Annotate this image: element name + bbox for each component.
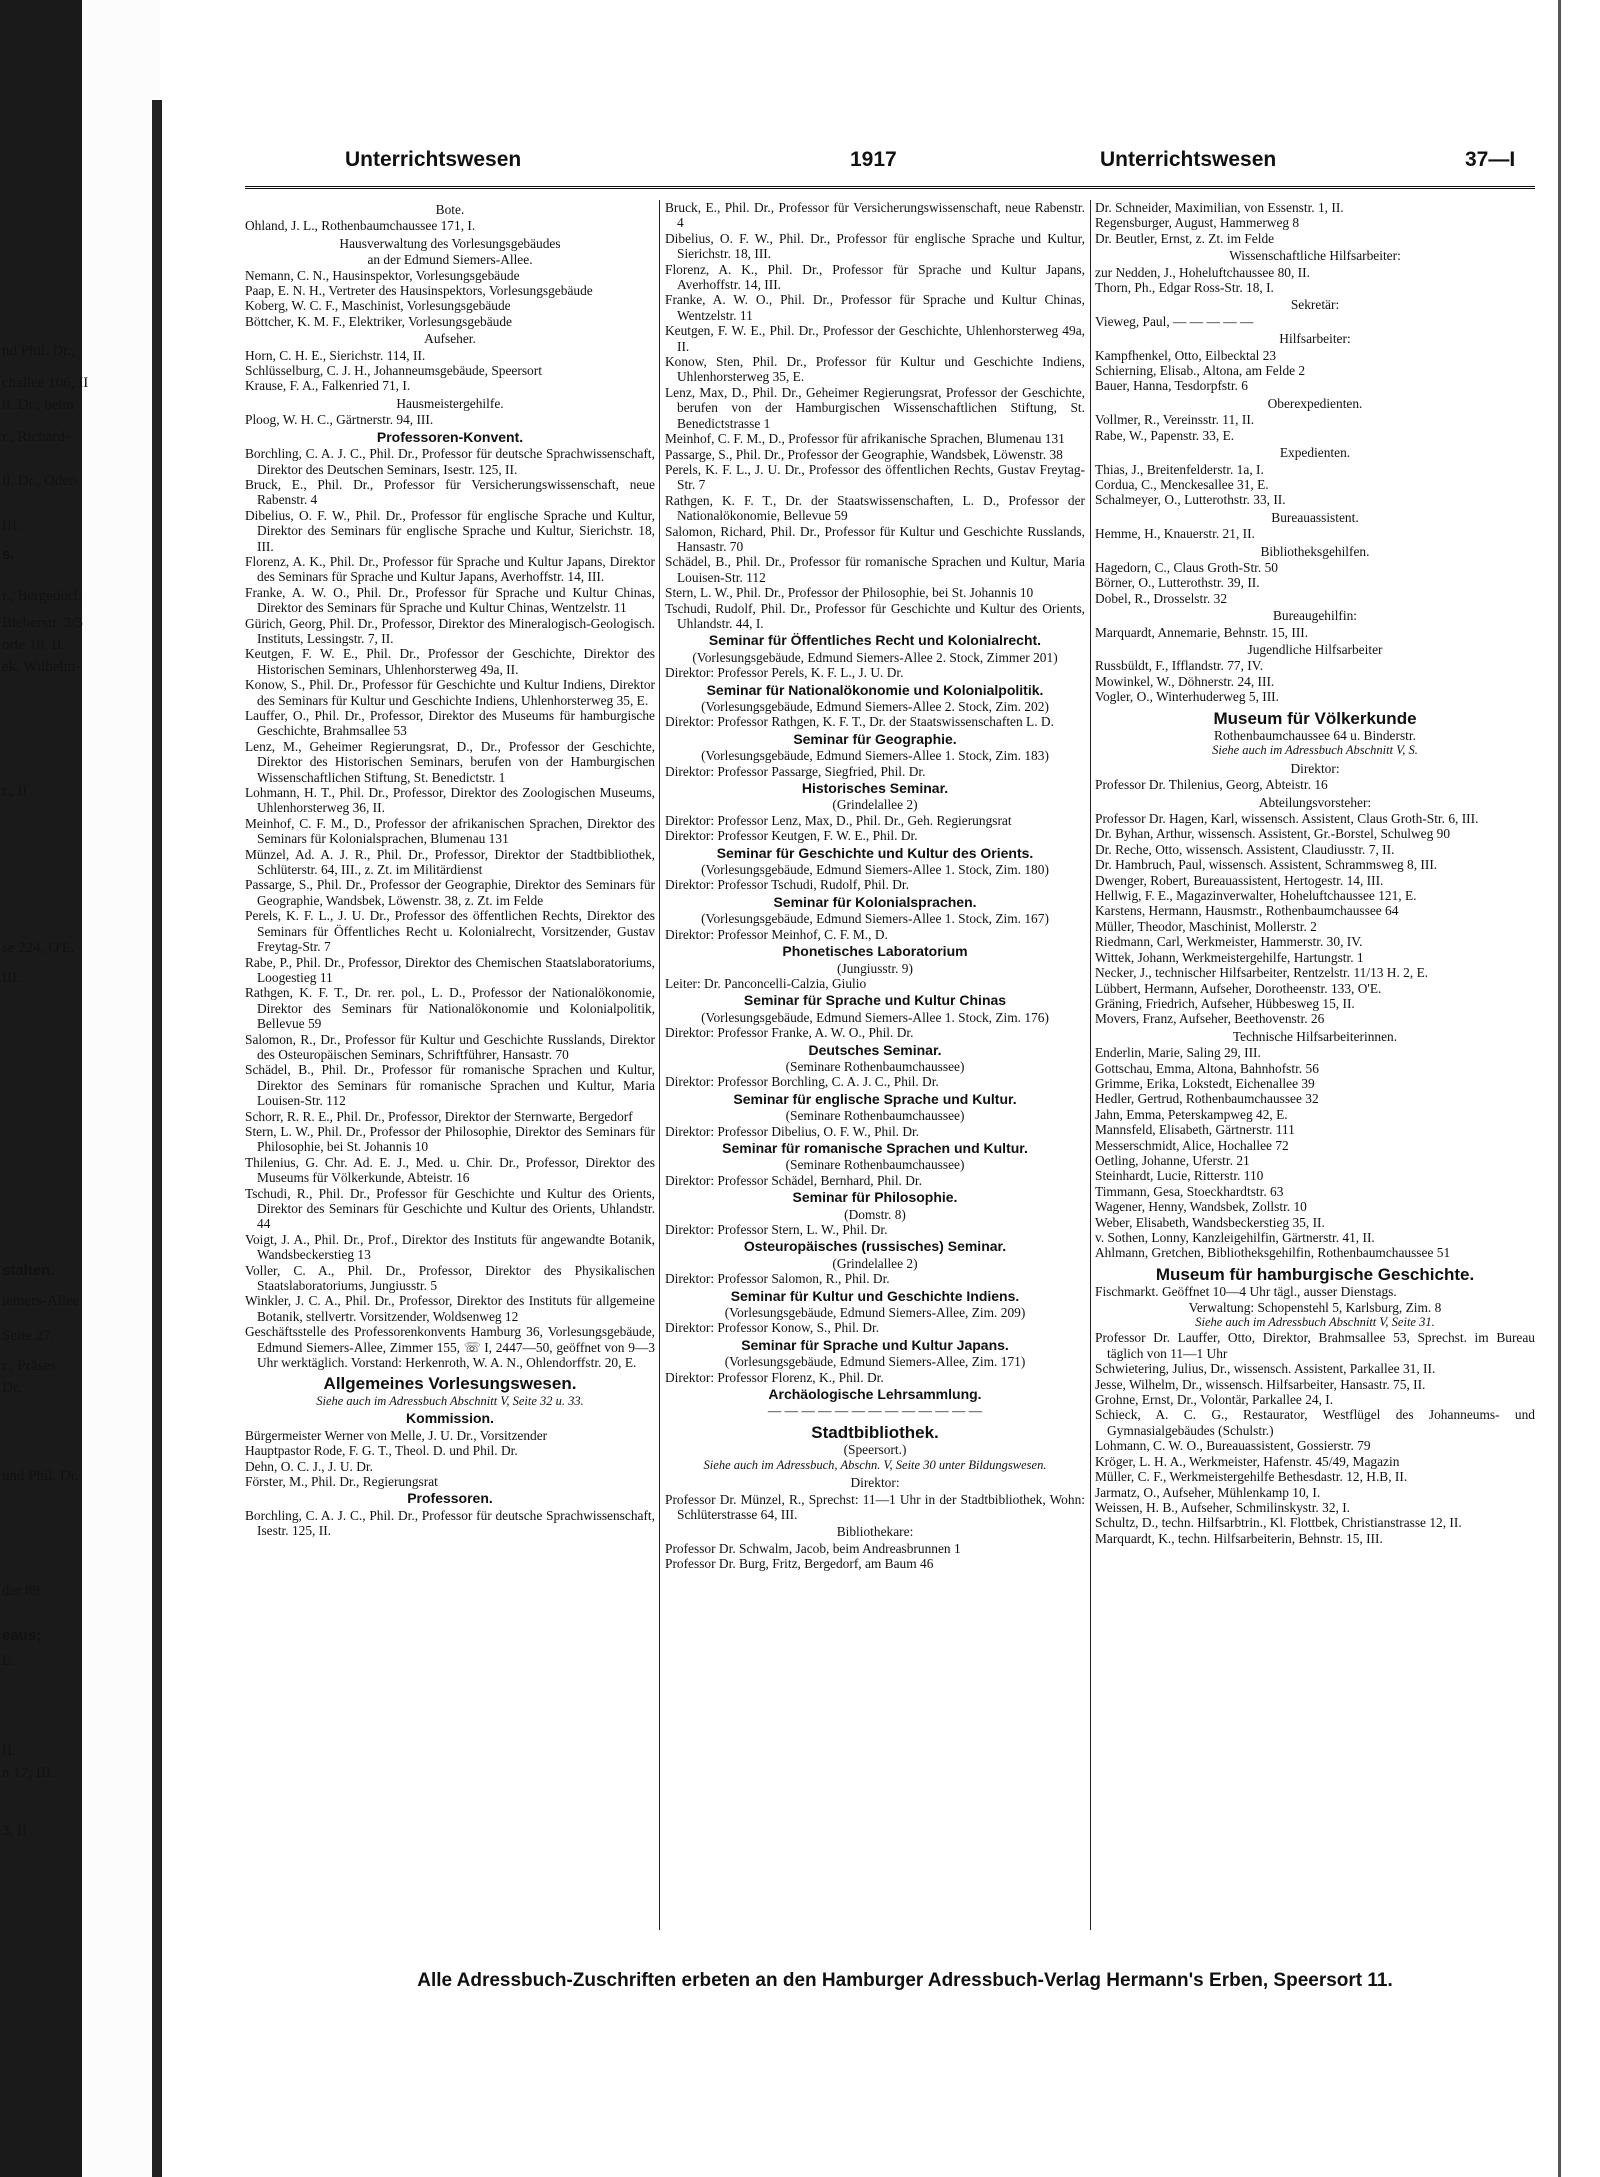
col2-address-line: (Vorlesungsgebäude, Edmund Siemers-Allee 2. Stock, Zim. 202) [701, 699, 1049, 714]
col3-section-heading: Abteilungsvorsteher: [1258, 794, 1372, 810]
col3-entry: Wittek, Johann, Werkmeistergehilfe, Hartungstr. 1 [1095, 949, 1364, 965]
page-right-edge [1558, 0, 1600, 2177]
col1-entry: Meinhof, C. F. M., D., Professor der afrikanischen Sprachen, Direktor des Seminars für Kolonialsprachen, Blumenau 131 [245, 815, 655, 847]
col3-address-line: Rothenbaumchaussee 64 u. Binderstr. [1214, 728, 1416, 743]
col1-entry: Florenz, A. K., Phil. Dr., Professor für Sprache und Kultur Japans, Direktor des Seminars für Sprache und Kultur Japans, Averhoffstr. 14, III. [245, 553, 655, 585]
col2-entry: Direktor: Professor Dibelius, O. F. W., Phil. Dr. [665, 1123, 920, 1139]
header-rule [245, 186, 1535, 189]
col2-section-heading: Seminar für Sprache und Kultur Chinas [743, 992, 1007, 1009]
col2-section-heading: Seminar für Kolonialsprachen. [773, 893, 977, 910]
col3-institution-heading: Museum für Völkerkunde [1213, 708, 1417, 728]
col3-address-line: Verwaltung: Schopenstehl 5, Karlsburg, Zim. 8 [1188, 1299, 1442, 1315]
col3-entry: Marquardt, Annemarie, Behnstr. 15, III. [1095, 624, 1309, 640]
col3-entry: Mannsfeld, Elisabeth, Gärtnerstr. 111 [1095, 1122, 1295, 1138]
col3-entry: Dr. Byhan, Arthur, wissensch. Assistent, Gr.-Borstel, Schulweg 90 [1095, 826, 1451, 842]
facing-page-text: r., Präses [2, 1358, 56, 1374]
col1-entry: Dibelius, O. F. W., Phil. Dr., Professor für englische Sprache und Kultur, Direktor des Seminars für englische Sprache und Kultur, Sierichstr. 18, III. [245, 507, 655, 554]
col3-entry: Dr. Hambruch, Paul, wissensch. Assistent, Schrammsweg 8, III. [1095, 857, 1438, 873]
col2-entry: Konow, Sten, Phil. Dr., Professor für Kultur und Geschichte Indiens, Uhlenhorsterweg 35, E. [665, 354, 1085, 385]
facing-page-text: Bieberstr. 3/5 [2, 615, 83, 631]
col2-entry: Professor Dr. Schwalm, Jacob, beim Andreasbrunnen 1 [665, 1540, 961, 1556]
facing-page-text: n 17, III. [2, 1765, 55, 1781]
col2-section-heading: Historisches Seminar. [801, 780, 949, 797]
col2-entry: Professor Dr. Burg, Fritz, Bergedorf, am Baum 46 [665, 1556, 934, 1572]
col3-entry: Steinhardt, Lucie, Ritterstr. 110 [1095, 1168, 1264, 1184]
col3-entry: Müller, Theodor, Maschinist, Mollerstr. 2 [1095, 918, 1317, 934]
col2-address-line: (Grindelallee 2) [832, 1255, 918, 1271]
header-right: Unterrichtswesen [1100, 148, 1277, 171]
col3-entry: Regensburger, August, Hammerweg 8 [1095, 215, 1300, 231]
header-left: Unterrichtswesen [345, 148, 522, 171]
col3-cross-reference: Siehe auch im Adressbuch Abschnitt V, Seite 31. [1195, 1315, 1435, 1330]
col2-entry: Direktor: Professor Florenz, K., Phil. Dr. [665, 1369, 884, 1385]
col2-section-heading: Deutsches Seminar. [808, 1041, 942, 1058]
col1-section-heading: Professoren. [407, 1490, 493, 1507]
facing-page-text: se 224, O'E. [2, 940, 75, 956]
col2-entry: Perels, K. F. L., J. U. Dr., Professor des öffentlichen Rechts, Gustav Freytag-Str. 7 [665, 461, 1085, 493]
col1-entry: Schorr, R. R. E., Phil. Dr., Professor, Direktor der Sternwarte, Bergedorf [245, 1108, 633, 1124]
col1-entry: Borchling, C. A. J. C., Phil. Dr., Professor für deutsche Sprachwissenschaft, Isestr. 125, II. [245, 1507, 655, 1539]
col3-section-heading: Technische Hilfsarbeiterinnen. [1232, 1028, 1398, 1044]
col3-entry: Hemme, H., Knauerstr. 21, II. [1095, 526, 1255, 542]
col3-section-heading: Sekretär: [1290, 297, 1340, 313]
col3-entry: Weissen, H. B., Aufseher, Schmilinskystr. 32, I. [1095, 1499, 1351, 1515]
col1-entry: Koberg, W. C. F., Maschinist, Vorlesungsgebäude [245, 298, 511, 314]
col3-entry: Movers, Franz, Aufseher, Beethovenstr. 26 [1095, 1011, 1325, 1027]
col3-entry: Jarmatz, O., Aufseher, Mühlenkamp 10, I. [1095, 1484, 1321, 1500]
col2-section-heading: Direktor: [850, 1475, 900, 1491]
col3-section-heading: Direktor: [1290, 760, 1340, 776]
col3-entry: Rabe, W., Papenstr. 33, E. [1095, 427, 1235, 443]
col2-address-line: (Vorlesungsgebäude, Edmund Siemers-Allee 1. Stock, Zim. 180) [701, 862, 1049, 878]
col2-entry: Direktor: Professor Keutgen, F. W. E., Phil. Dr. [665, 828, 918, 844]
col3-entry: Russbüldt, F., Ifflandstr. 77, IV. [1095, 658, 1264, 674]
col3-entry: Gottschau, Emma, Altona, Bahnhofstr. 56 [1095, 1060, 1319, 1076]
col1-entry: Voller, C. A., Phil. Dr., Professor, Direktor des Physikalischen Staatslaboratoriums, Jungiusstr. 5 [245, 1262, 655, 1294]
col1-entry: Voigt, J. A., Phil. Dr., Prof., Direktor des Instituts für angewandte Botanik, Wandsbeckerstieg 13 [245, 1231, 655, 1263]
col1-institution-heading: Allgemeines Vorlesungswesen. [323, 1374, 577, 1394]
col2-section-heading: Archäologische Lehrsammlung. [768, 1386, 982, 1403]
col1-entry: Hauptpastor Rode, F. G. T., Theol. D. und Phil. Dr. [245, 1443, 518, 1459]
col2-section-heading: Seminar für romanische Sprachen und Kultur. [722, 1139, 1028, 1156]
running-header [165, 148, 1545, 178]
column-2 [665, 200, 1085, 1930]
col3-entry: Professor Dr. Lauffer, Otto, Direktor, Brahmsallee 53, Sprechst. im Bureau täglich von 11—1 Uhr [1095, 1330, 1535, 1361]
col3-entry: Jahn, Emma, Peterskampweg 42, E. [1095, 1106, 1288, 1122]
col1-entry: Schädel, B., Phil. Dr., Professor für romanische Sprachen und Kultur, Direktor des Seminars für romanische Sprachen und Kultur, Maria Louisen-Str. 112 [245, 1062, 655, 1109]
col3-entry: Karstens, Hermann, Hausmstr., Rothenbaumchaussee 64 [1095, 903, 1399, 919]
col2-entry: Direktor: Professor Stern, L. W., Phil. Dr. [665, 1222, 888, 1237]
col3-entry: Lohmann, C. W. O., Bureauassistent, Gossierstr. 79 [1095, 1438, 1371, 1454]
col1-entry: Passarge, S., Phil. Dr., Professor der Geographie, Direktor des Seminars für Geographie, Wandsbek, Löwenstr. 38, z. Zt. im Felde [245, 877, 655, 908]
col2-entry: Direktor: Professor Salomon, R., Phil. Dr. [665, 1271, 890, 1287]
col2-address-line: (Domstr. 8) [844, 1206, 906, 1222]
column-divider-1 [659, 200, 660, 1930]
column-3 [1095, 200, 1535, 1930]
col1-entry: Stern, L. W., Phil. Dr., Professor der Philosophie, Direktor des Seminars für Philosophie, bei St. Johannis 10 [245, 1123, 655, 1155]
col3-cross-reference: Siehe auch im Adressbuch Abschnitt V, S. [1212, 743, 1418, 758]
col2-address-line: (Seminare Rothenbaumchaussee) [785, 1157, 965, 1173]
col3-section-heading: Bibliotheksgehilfen. [1260, 543, 1370, 559]
col3-entry: Hedler, Gertrud, Rothenbaumchaussee 32 [1095, 1091, 1319, 1107]
col2-section-heading: Phonetisches Laboratorium [782, 943, 968, 960]
col3-entry: Schieck, A. C. G., Restaurator, Westflügel des Johanneums- und Gymnasialgebäudes (Schulstr.) [1095, 1407, 1535, 1438]
col2-address-line: (Vorlesungsgebäude, Edmund Siemers-Allee 1. Stock, Zim. 183) [701, 748, 1049, 764]
col1-entry: Münzel, Ad. A. J. R., Phil. Dr., Professor, Direktor der Stadtbibliothek, Schlüterstr. 64, III., z. Zt. im Militärdienst [245, 846, 655, 878]
facing-page-text: E. [2, 1653, 15, 1669]
col3-entry: Müller, C. F., Werkmeistergehilfe Bethesdastr. 12, H.B, II. [1095, 1469, 1408, 1485]
facing-page-text: und Phil. Dr. [2, 1468, 79, 1484]
col3-entry: Lübbert, Hermann, Aufseher, Dorotheenstr. 133, O'E. [1095, 980, 1382, 996]
col2-entry: Meinhof, C. F. M., D., Professor für afrikanische Sprachen, Blumenau 131 [665, 431, 1065, 447]
col3-entry: v. Sothen, Lonny, Kanzleigehilfin, Gärtnerstr. 41, II. [1095, 1230, 1375, 1245]
col3-entry: Grimme, Erika, Lokstedt, Eichenallee 39 [1095, 1075, 1315, 1091]
facing-page-text: r., Bergedorf, [2, 588, 82, 604]
col2-entry: Direktor: Professor Franke, A. W. O., Phil. Dr. [665, 1025, 914, 1041]
header-year: 1917 [850, 148, 897, 171]
col1-entry: Lenz, M., Geheimer Regierungsrat, D., Dr., Professor der Geschichte, Direktor des Historischen Seminars, berufen von der Hamburgischen Wissenschaftlichen Stiftung, St. Benedictstr. 1 [245, 738, 655, 785]
col2-entry: Direktor: Professor Passarge, Siegfried, Phil. Dr. [665, 763, 926, 779]
col3-section-heading: Oberexpedienten. [1267, 395, 1363, 411]
col2-entry: Direktor: Professor Konow, S., Phil. Dr. [665, 1320, 880, 1336]
col2-entry: Lenz, Max, D., Phil. Dr., Geheimer Regierungsrat, Professor der Geschichte, berufen von der Hamburgischen Wissenschaftlichen Stiftung, St. Benedictstrasse 1 [665, 384, 1085, 431]
col3-section-heading: Bureaugehilfin: [1272, 608, 1358, 624]
col2-section-heading: Seminar für Geschichte und Kultur des Orients. [716, 844, 1034, 861]
col1-entry: Böttcher, K. M. F., Elektriker, Vorlesungsgebäude [245, 313, 512, 329]
col2-section-heading: Seminar für Nationalökonomie und Kolonialpolitik. [706, 681, 1044, 698]
col3-entry: Riedmann, Carl, Werkmeister, Hammerstr. 30, IV. [1095, 934, 1363, 950]
col2-address-line: (Grindelallee 2) [832, 797, 918, 813]
facing-page-text: nd Phil. Dr., [2, 343, 75, 359]
col1-entry: Lauffer, O., Phil. Dr., Professor, Direktor des Museums für hamburgische Geschichte, Brahmsallee 53 [245, 708, 655, 739]
col1-entry: Gürich, Georg, Phil. Dr., Professor, Direktor des Mineralogisch-Geologisch. Instituts, Lessingstr. 7, II. [245, 615, 655, 646]
col3-entry: Dr. Reche, Otto, wissensch. Assistent, Claudiusstr. 7, II. [1095, 841, 1395, 857]
col3-entry: Enderlin, Marie, Saling 29, III. [1095, 1045, 1261, 1061]
binding-edge [152, 100, 162, 2177]
col2-entry: Bruck, E., Phil. Dr., Professor für Versicherungswissenschaft, neue Rabenstr. 4 [665, 200, 1085, 231]
facing-page-text: 3, II [2, 1823, 27, 1839]
col2-section-heading: Seminar für Öffentliches Recht und Kolonialrecht. [708, 632, 1042, 649]
col3-entry: Hellwig, F. E., Magazinverwalter, Hoheluftchaussee 121, E. [1095, 888, 1417, 904]
col2-entry: Direktor: Professor Tschudi, Rudolf, Phil. Dr. [665, 877, 909, 893]
col1-cross-reference: Siehe auch im Adressbuch Abschnitt V, Seite 32 u. 33. [316, 1393, 584, 1408]
col3-entry: Messerschmidt, Alice, Hochallee 72 [1095, 1137, 1289, 1153]
col2-section-heading: Seminar für Kultur und Geschichte Indiens. [730, 1287, 1020, 1304]
col1-entry: Franke, A. W. O., Phil. Dr., Professor für Sprache und Kultur Chinas, Direktor des Seminars für Sprache und Kultur Chinas, Wentzelstr. 11 [245, 584, 655, 616]
col3-entry: Schwietering, Julius, Dr., wissensch. Assistent, Parkallee 31, II. [1095, 1361, 1436, 1377]
col3-entry: Fischmarkt. Geöffnet 10—4 Uhr tägl., ausser Dienstags. [1095, 1284, 1397, 1300]
col1-entry: Nemann, C. N., Hausinspektor, Vorlesungsgebäude [245, 267, 520, 283]
col1-entry: Rabe, P., Phil. Dr., Professor, Direktor des Chemischen Staatslaboratoriums, Loogestieg 11 [245, 954, 655, 985]
facing-page-text: challee 106, II [2, 375, 89, 391]
directory-page [165, 100, 1545, 2040]
col3-entry: Timmann, Gesa, Stoeckhardtstr. 63 [1095, 1183, 1284, 1199]
col3-entry: Vogler, O., Winterhuderweg 5, III. [1095, 689, 1279, 705]
col1-entry: Rathgen, K. F. T., Dr. rer. pol., L. D., Professor der Nationalökonomie, Direktor des Seminars für Nationalökonomie und Kolonialpolitik, Bellevue 59 [245, 985, 655, 1032]
col3-entry: zur Nedden, J., Hoheluftchaussee 80, II. [1095, 264, 1310, 280]
col3-entry: Dr. Schneider, Maximilian, von Essenstr. 1, II. [1095, 200, 1344, 215]
col1-entry: Keutgen, F. W. E., Phil. Dr., Professor der Geschichte, Direktor des Historischen Seminars, Uhlenhorsterweg 49a, II. [245, 646, 655, 677]
col1-entry: Bürgermeister Werner von Melle, J. U. Dr., Vorsitzender [245, 1427, 548, 1443]
col3-entry: Dwenger, Robert, Bureauassistent, Hertogestr. 14, III. [1095, 872, 1384, 888]
col3-entry: Dobel, R., Drosselstr. 32 [1095, 590, 1228, 606]
col2-entry: Dibelius, O. F. W., Phil. Dr., Professor für englische Sprache und Kultur, Sierichstr. 18, III. [665, 230, 1085, 262]
col1-entry: Borchling, C. A. J. C., Phil. Dr., Professor für deutsche Sprachwissenschaft, Direktor des Deutschen Seminars, Isestr. 125, II. [245, 446, 655, 477]
facing-page-text: iemers-Allee [2, 1293, 80, 1309]
col1-entry: Salomon, R., Dr., Professor für Kultur und Geschichte Russlands, Direktor des Osteuropäischen Seminars, Schriftführer, Hansastr. 70 [245, 1031, 655, 1062]
col2-entry: Direktor: Professor Schädel, Bernhard, Phil. Dr. [665, 1172, 922, 1188]
col2-entry: Leiter: Dr. Panconcelli-Calzia, Giulio [665, 975, 867, 991]
col3-entry: Wagener, Henny, Wandsbek, Zollstr. 10 [1095, 1199, 1307, 1215]
col1-section-heading: Bote. [435, 202, 465, 217]
col2-section-heading: Osteuropäisches (russisches) Seminar. [743, 1238, 1007, 1255]
col3-entry: Necker, J., technischer Hilfsarbeiter, Rentzelstr. 11/13 H. 2, E. [1095, 965, 1429, 981]
col1-address-line: an der Edmund Siemers-Allee. [367, 252, 533, 268]
col3-section-heading: Expedienten. [1279, 445, 1351, 461]
facing-page-text: III. [2, 518, 21, 534]
col1-entry: Geschäftsstelle des Professorenkonvents Hamburg 36, Vorlesungsgebäude, Edmund Siemers-Allee, Zimmer 155, ☏ I, 2447—50, geöffnet von 9—3 Uhr werktäglich. Vorstand: Herkenroth, W. A. N., Ohlendorffstr. 20, E. [245, 1324, 655, 1371]
col2-section-heading: Seminar für englische Sprache und Kultur. [733, 1090, 1017, 1107]
facing-page-text: Dr. [2, 1380, 21, 1396]
col3-entry: Marquardt, K., techn. Hilfsarbeiterin, Behnstr. 15, III. [1095, 1530, 1383, 1546]
col2-entry: Passarge, S., Phil. Dr., Professor der Geographie, Wandsbek, Löwenstr. 38 [665, 446, 1063, 462]
col3-entry: Hagedorn, C., Claus Groth-Str. 50 [1095, 559, 1278, 575]
facing-page-text: r., II [2, 783, 28, 799]
col3-entry: Oetling, Johanne, Uferstr. 21 [1095, 1152, 1250, 1168]
facing-page-text: il. Dr., Oder- [2, 473, 79, 489]
col1-entry: Lohmann, H. T., Phil. Dr., Professor, Direktor des Zoologischen Museums, Uhlenhorsterweg 36, II. [245, 785, 655, 816]
col1-entry: Förster, M., Phil. Dr., Regierungsrat [245, 1473, 438, 1489]
col3-entry: Gräning, Friedrich, Aufseher, Hübbesweg 15, II. [1095, 995, 1355, 1011]
col3-entry: Kröger, L. H. A., Werkmeister, Hafenstr. 45/49, Magazin [1095, 1453, 1400, 1469]
column-1 [245, 200, 655, 1930]
facing-page-fragment [0, 180, 152, 2130]
col1-section-heading: Aufseher. [424, 331, 476, 347]
col1-entry: Paap, E. N. H., Vertreter des Hausinspektors, Vorlesungsgebäude [245, 283, 593, 299]
col3-section-heading: Jugendliche Hilfsarbeiter [1247, 641, 1383, 657]
col1-section-heading: Hausverwaltung des Vorlesungsgebäudes [339, 235, 561, 251]
col3-entry: Professor Dr. Hagen, Karl, wissensch. Assistent, Claus Groth-Str. 6, III. [1095, 811, 1479, 827]
col3-entry: Jesse, Wilhelm, Dr., wissensch. Hilfsarbeiter, Hansastr. 75, II. [1095, 1376, 1426, 1392]
col3-entry: Grohne, Ernst, Dr., Volontär, Parkallee 24, I. [1095, 1392, 1334, 1408]
facing-page-text: stalten. [2, 1262, 55, 1279]
col2-section-heading: Seminar für Sprache und Kultur Japans. [741, 1336, 1009, 1353]
col1-entry: Perels, K. F. L., J. U. Dr., Professor des öffentlichen Rechts, Direktor des Seminars für Öffentliches Recht u. Kolonialrecht, Vorsitzender, Gustav Freytag-Str. 7 [245, 908, 655, 955]
column-divider-2 [1090, 200, 1091, 1930]
col3-entry: Börner, O., Lutterothstr. 39, II. [1095, 575, 1260, 591]
col3-institution-heading: Museum für hamburgische Geschichte. [1155, 1264, 1475, 1284]
col2-address-line: (Vorlesungsgebäude, Edmund Siemers-Allee 1. Stock, Zim. 167) [701, 911, 1049, 927]
col2-entry: Direktor: Professor Perels, K. F. L., J. U. Dr. [665, 665, 904, 681]
col3-entry: Kampfhenkel, Otto, Eilbecktal 23 [1095, 347, 1277, 363]
col3-section-heading: Bureauassistent. [1271, 509, 1359, 525]
col2-section-heading: Seminar für Geographie. [793, 730, 957, 747]
col2-entry: Direktor: Professor Borchling, C. A. J. C., Phil. Dr. [665, 1074, 939, 1090]
col3-entry: Ahlmann, Gretchen, Bibliotheksgehilfin, Rothenbaumchaussee 51 [1095, 1245, 1451, 1261]
facing-page-text: der 89 [2, 1583, 40, 1599]
col1-entry: Krause, F. A., Falkenried 71, I. [245, 378, 411, 394]
col1-section-heading: Kommission. [406, 1410, 494, 1427]
col1-section-heading: Professoren-Konvent. [376, 428, 524, 445]
col1-entry: Konow, S., Phil. Dr., Professor für Geschichte und Kultur Indiens, Direktor des Seminars für Kultur und Geschichte Indiens, Uhlenhorsterweg 35, E. [245, 677, 655, 708]
col3-section-heading: Wissenschaftliche Hilfsarbeiter: [1229, 248, 1401, 264]
page-number: 37—I [1465, 148, 1516, 171]
col2-address-line: (Jungiusstr. 9) [837, 960, 913, 976]
col2-address-line: (Seminare Rothenbaumchaussee) [785, 1058, 965, 1074]
col2-entry: Tschudi, Rudolf, Phil. Dr., Professor für Geschichte und Kultur des Orients, Uhlandstr. 44, I. [665, 600, 1085, 631]
col1-entry: Winkler, J. C. A., Phil. Dr., Professor, Direktor des Instituts für allgemeine Botanik, stellvertr. Vorsitzender, Woldsenweg 12 [245, 1293, 655, 1324]
col3-entry: Thias, J., Breitenfelderstr. 1a, I. [1095, 461, 1264, 477]
col3-entry: Vollmer, R., Vereinsstr. 11, II. [1095, 412, 1255, 428]
col2-entry: Florenz, A. K., Phil. Dr., Professor für Sprache und Kultur Japans, Averhoffstr. 14, III. [665, 261, 1085, 293]
col2-entry: Schädel, B., Phil. Dr., Professor für romanische Sprachen und Kultur, Maria Louisen-Str. 112 [665, 554, 1085, 585]
col3-entry: Dr. Beutler, Ernst, z. Zt. im Felde [1095, 230, 1275, 246]
col2-address-line: — — — — — — — — — — — — — [767, 1403, 983, 1419]
facing-page-text: s. [2, 546, 15, 563]
col3-entry: Schultz, D., techn. Hilfsarbtrin., Kl. Flottbek, Christianstrasse 12, II. [1095, 1515, 1462, 1531]
col3-entry: Schalmeyer, O., Lutterothstr. 33, II. [1095, 492, 1286, 508]
col2-entry: Rathgen, K. F. T., Dr. der Staatswissenschaften, L. D., Professor der Nationalökonomie, Bellevue 59 [665, 492, 1085, 524]
col3-entry: Thorn, Ph., Edgar Ross-Str. 18, I. [1095, 280, 1274, 296]
facing-page-text: III. [2, 970, 21, 986]
facing-page-text: il. Dr., beim [2, 397, 75, 413]
col3-entry: Professor Dr. Thilenius, Georg, Abteistr. 16 [1095, 777, 1328, 793]
col2-entry: Direktor: Professor Lenz, Max, D., Phil. Dr., Geh. Regierungsrat [665, 812, 1012, 828]
col1-entry: Schlüsselburg, C. J. H., Johanneumsgebäude, Speersort [245, 363, 542, 379]
col1-entry: Dehn, O. C. J., J. U. Dr. [245, 1458, 373, 1474]
col2-entry: Franke, A. W. O., Phil. Dr., Professor für Sprache und Kultur Chinas, Wentzelstr. 11 [665, 292, 1085, 323]
col3-entry: Schierning, Elisab., Altona, am Felde 2 [1095, 363, 1306, 379]
col1-entry: Ploog, W. H. C., Gärtnerstr. 94, III. [245, 412, 434, 428]
col2-address-line: (Vorlesungsgebäude, Edmund Siemers-Allee, Zim. 171) [724, 1354, 1026, 1370]
facing-page-text: eaus; [2, 1627, 42, 1644]
col2-institution-heading: Stadtbibliothek. [811, 1422, 939, 1442]
col2-section-heading: Seminar für Philosophie. [792, 1189, 958, 1206]
col2-cross-reference: Siehe auch im Adressbuch, Abschn. V, Seite 30 unter Bildungswesen. [703, 1457, 1047, 1472]
col1-entry: Tschudi, R., Phil. Dr., Professor für Geschichte und Kultur des Orients, Direktor des Seminars für Geschichte und Kultur des Orients, Uhlandstr. 44 [245, 1185, 655, 1232]
col2-address-line: (Speersort.) [843, 1442, 907, 1458]
col2-address-line: (Seminare Rothenbaumchaussee) [785, 1108, 965, 1124]
col2-entry: Professor Dr. Münzel, R., Sprechst: 11—1 Uhr in der Stadtbibliothek, Wohn: Schlüterstrasse 64, III. [665, 1491, 1085, 1522]
facing-page-text: II. [2, 1743, 16, 1759]
col3-entry: Vieweg, Paul, — — — — — [1095, 313, 1254, 329]
col1-entry: Thilenius, G. Chr. Ad. E. J., Med. u. Chir. Dr., Professor, Direktor des Museums für Völkerkunde, Abteistr. 16 [245, 1154, 655, 1186]
col3-entry: Bauer, Hanna, Tesdorpfstr. 6 [1095, 378, 1248, 394]
facing-page-text: r., Richard- [2, 429, 70, 445]
col3-entry: Weber, Elisabeth, Wandsbeckerstieg 35, II. [1095, 1214, 1325, 1230]
col2-address-line: (Vorlesungsgebäude, Edmund Siemers-Allee, Zim. 209) [724, 1305, 1026, 1321]
col1-section-heading: Hausmeistergehilfe. [396, 395, 504, 411]
col2-section-heading: Bibliothekare: [836, 1524, 914, 1540]
publisher-notice: Alle Adressbuch-Zuschriften erbeten an den Hamburger Adressbuch-Verlag Hermann's Erben, Speersort 11. [417, 1970, 1393, 1991]
col2-entry: Keutgen, F. W. E., Phil. Dr., Professor der Geschichte, Uhlenhorsterweg 49a, II. [665, 323, 1085, 354]
col1-entry: Horn, C. H. E., Sierichstr. 114, II. [245, 347, 426, 363]
facing-page-text: orte 18, II. [2, 637, 66, 653]
col2-entry: Direktor: Professor Rathgen, K. F. T., Dr. der Staatswissenschaften L. D. [665, 714, 1054, 730]
col1-entry: Ohland, J. L., Rothenbaumchaussee 171, I. [245, 218, 476, 234]
col2-entry: Direktor: Professor Meinhof, C. F. M., D. [665, 926, 888, 942]
facing-page-text: Seite 27. [2, 1328, 55, 1344]
col2-address-line: (Vorlesungsgebäude, Edmund Siemers-Allee 1. Stock, Zim. 176) [701, 1009, 1049, 1025]
col2-address-line: (Vorlesungsgebäude, Edmund Siemers-Allee 2. Stock, Zimmer 201) [692, 649, 1058, 665]
col3-entry: Mowinkel, W., Döhnerstr. 24, III. [1095, 673, 1275, 689]
col2-entry: Salomon, Richard, Phil. Dr., Professor für Kultur und Geschichte Russlands, Hansastr. 70 [665, 523, 1085, 554]
col1-entry: Bruck, E., Phil. Dr., Professor für Versicherungswissenschaft, neue Rabenstr. 4 [245, 476, 655, 508]
facing-page-text: ek, Wilhelm- [2, 659, 81, 675]
col3-section-heading: Hilfsarbeiter: [1279, 331, 1351, 347]
col2-entry: Stern, L. W., Phil. Dr., Professor der Philosophie, bei St. Johannis 10 [665, 585, 1034, 601]
col3-entry: Cordua, C., Menckesallee 31, E. [1095, 476, 1269, 492]
